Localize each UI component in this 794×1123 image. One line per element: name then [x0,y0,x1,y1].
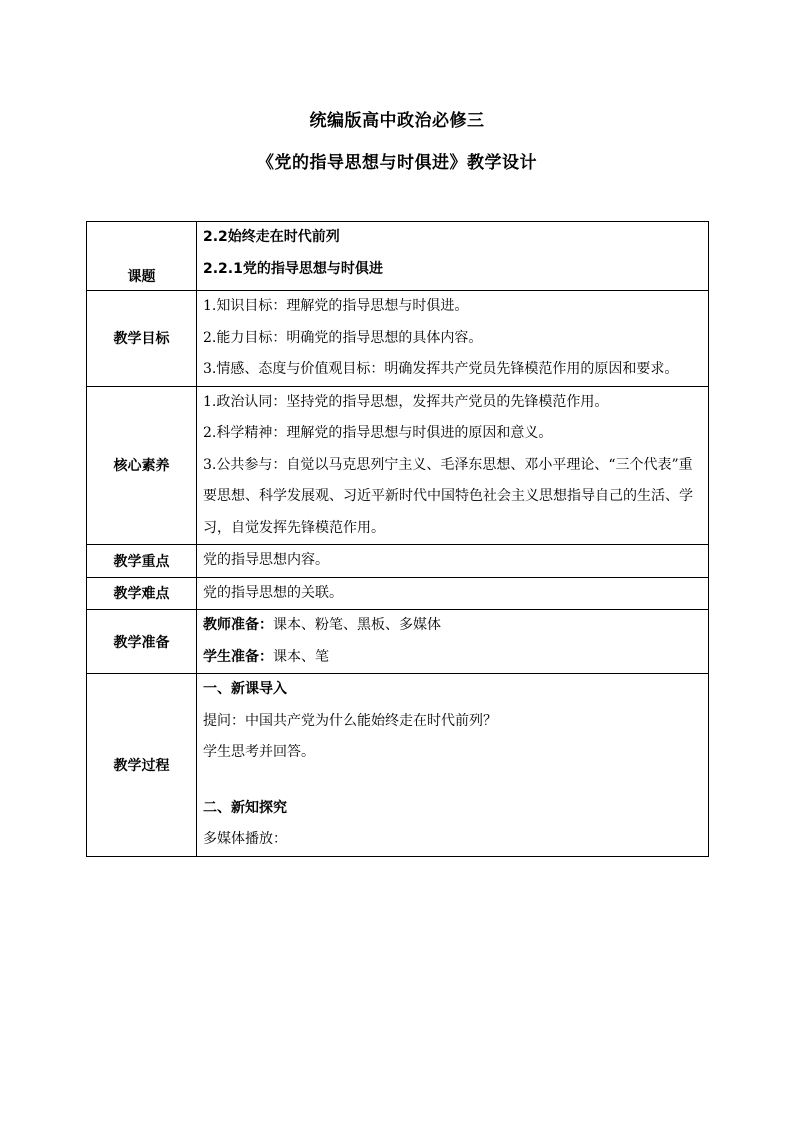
difficulty-content [197,577,709,610]
process-section-1-line: 学生思考并回答。 [203,744,315,760]
table-row-literacy [87,386,709,545]
table-row-preparation [87,610,709,674]
student-preparation [203,642,702,674]
student-preparation-value: 课本、笔 [273,648,329,665]
key-point-content [197,545,709,578]
table-row-topic [87,222,709,291]
topic-label: 课题 [87,222,197,291]
process-section-2-line: 多媒体播放： [203,831,287,847]
process-spacer [203,769,702,793]
student-preparation-label: 学生准备： [203,648,273,665]
objectives-content [197,291,709,387]
key-point-text: 党的指导思想内容。 [203,552,329,568]
table-row-difficulty [87,577,709,610]
table-row-process [87,674,709,857]
document-title: 统编版高中政治必修三 [309,111,485,131]
objective-item: 3.情感、态度与价值观目标：明确发挥共产党员先锋模范作用的原因和要求。 [203,361,679,377]
preparation-label: 教学准备 [87,610,197,674]
objective-item: 1.知识目标：理解党的指导思想与时俱进。 [203,298,469,314]
preparation-content [197,610,709,674]
literacy-item: 2.科学精神：理解党的指导思想与时俱进的原因和意义。 [203,425,553,441]
topic-line-2: 2.2.1党的指导思想与时俱进 [203,260,383,277]
key-point-label: 教学重点 [87,545,197,578]
objectives-label: 教学目标 [87,291,197,387]
topic-line-1: 2.2始终走在时代前列 [203,229,340,245]
process-content [197,674,709,857]
literacy-item: 1.政治认同：坚持党的指导思想，发挥共产党员的先锋模范作用。 [203,393,609,410]
process-section-1-line: 提问：中国共产党为什么能始终走在时代前列？ [203,712,497,729]
topic-content [197,222,709,291]
difficulty-label: 教学难点 [87,577,197,610]
lesson-plan-table [86,221,709,857]
objective-item: 2.能力目标：明确党的指导思想的具体内容。 [203,329,483,346]
process-label: 教学过程 [87,674,197,857]
literacy-label: 核心素养 [87,386,197,545]
teacher-preparation-value: 课本、粉笔、黑板、多媒体 [273,617,441,633]
literacy-item: 3.公共参与：自觉以马克思列宁主义、毛泽东思想、邓小平理论、“三个代表”重要思想、科学发展观、习近平新时代中国特色社会主义思想指导自己的生活、学习，自觉发挥先锋模范作用。 [203,456,693,536]
teacher-preparation-label: 教师准备： [203,617,273,633]
process-section-2-heading: 二、新知探究 [203,799,287,816]
process-section-1-heading: 一、新课导入 [203,681,287,697]
difficulty-text: 党的指导思想的关联。 [203,584,343,601]
table-row-objectives [87,291,709,387]
document-subtitle: 《党的指导思想与时俱进》教学设计 [257,153,537,173]
table-row-key-point [87,545,709,578]
teacher-preparation [203,610,702,642]
literacy-content [197,386,709,545]
